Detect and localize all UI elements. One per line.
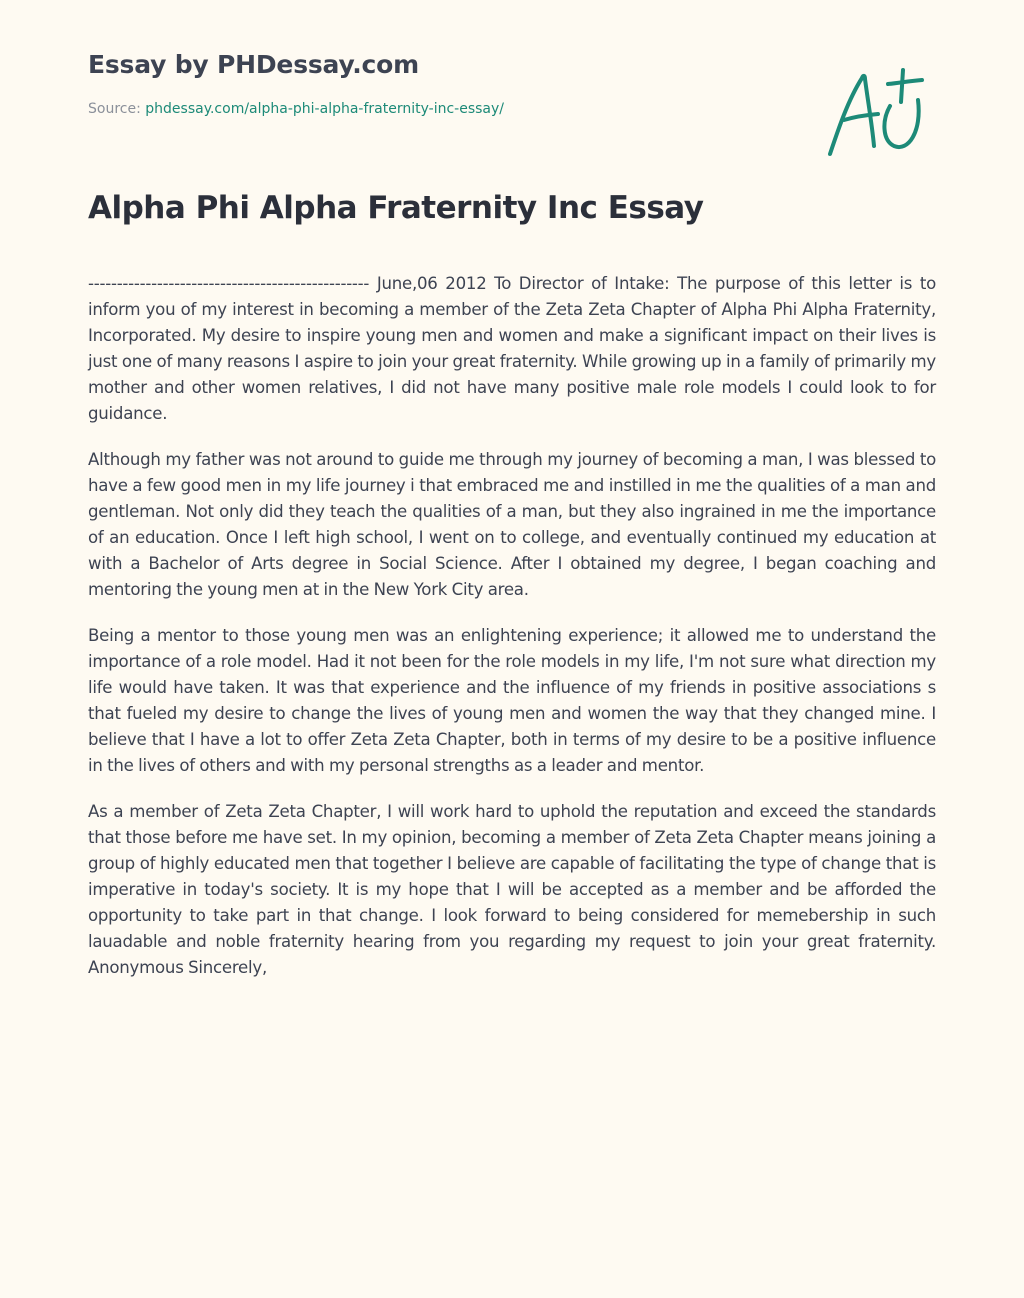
- essay-body: [88, 271, 936, 1001]
- site-brand: Essay by PHDessay.com: [88, 50, 419, 79]
- essay-paragraph: Being a mentor to those young men was an enlightening experience; it allowed me to understand the importance of a role model. Had it not been for the role models in my life, I'm not sure what direction my life would have taken. It was that experience and the influence of my friends in positive associations s that fueled my desire to change the lives of young men and women the way that they changed mine. I believe that I have a lot to offer Zeta Zeta Chapter, both in terms of my desire to be a positive influence in the lives of others and with my personal strengths as a leader and mentor.: [88, 626, 936, 775]
- essay-paragraph: Although my father was not around to guide me through my journey of becoming a man, I was blessed to have a few good men in my life journey i that embraced me and instilled in me the qualities of a man and gentleman. Not only did they teach the qualities of a man, but they also ingrained in me the importance of an education. Once I left high school, I went on to college, and eventually continued my education at with a Bachelor of Arts degree in Social Science. After I obtained my degree, I began coaching and mentoring the young men at in the New York City area.: [88, 450, 936, 599]
- source-link[interactable]: phdessay.com/alpha-phi-alpha-fraternity-inc-essay/: [145, 101, 504, 117]
- essay-paragraph: As a member of Zeta Zeta Chapter, I will work hard to uphold the reputation and exceed the standards that those before me have set. In my opinion, becoming a member of Zeta Zeta Chapter means joining a group of highly educated men that together I believe are capable of facilitating the type of change that is imperative in today's society. It is my hope that I will be accepted as a member and be afforded the opportunity to take part in that change. I look forward to being considered for memebership in such lauadable and noble fraternity hearing from you regarding my request to join your great fraternity. Anonymous Sincerely,: [88, 802, 936, 977]
- source-line: [88, 101, 504, 117]
- essay-paragraph: ------------------------------------------------- June,06 2012 To Director of Intake: The purpose of this letter is to inform you of my interest in becoming a member of the Zeta Zeta Chapter of Alpha Phi Alpha Fraternity, Incorporated. My desire to inspire young men and women and make a significant impact on their lives is just one of many reasons I aspire to join your great fraternity. While growing up in a family of primarily my mother and other women relatives, I did not have many positive male role models I could look to for guidance.: [88, 274, 936, 423]
- source-label: Source:: [88, 101, 141, 117]
- page-title: Alpha Phi Alpha Fraternity Inc Essay: [88, 190, 704, 226]
- a-plus-grade-icon: [818, 62, 934, 162]
